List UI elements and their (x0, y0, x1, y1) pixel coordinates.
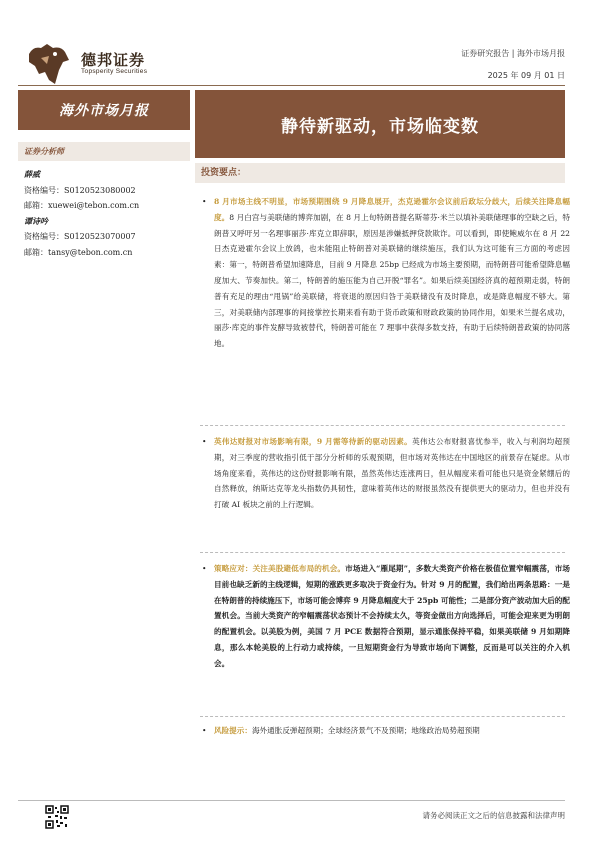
logo-text-en: Topsperity Securities (81, 68, 148, 75)
bullet-text: 英伟达公布财报喜忧参半，收入与利润均超预期，对三季度的营收指引低于部分分析师的乐观预期，但市场对英伟达在中国地区的前景存在疑虑。从市场角度来看，英伟达的这份财报影响有限，虽然英伟达连涨两日，但从幅度来看可能也只是资金紧绷后的自然释放，纳斯达克等龙头指数仍具韧性，意味着英伟达的财报虽然没有提供更大的驱动力，但也并没有打破 AI 板块之前的上行逻辑。 (214, 437, 570, 510)
analyst-list (24, 167, 139, 260)
section-divider (200, 716, 565, 717)
report-date: 2025 年 09 月 01 日 (487, 71, 565, 80)
bullet-text: 8 月白宫与美联储的博弈加剧，在 8 月上旬特朗普提名斯蒂芬·米兰以填补美联储理事的空缺之后，特朗普又呼吁另一名理事丽莎·库克立即辞职，原因是涉嫌抵押贷款欺诈。可以看到，即使鲍威尔在 8 月 22 日杰克逊霍尔会议上放鸽，也未能阻止特朗普对美联储的继续施压，我们认为这可能有三方面的考虑因素：第一，特朗普希望加速降息，目前 9 月降息 25bp 已经成为市场主要预期，而特朗普可能希望降息幅度加大、节奏加快。第二，特朗普的施压能为自己开脱“罪名”。如果后续美国经济真的超预期走弱，特朗普有充足的理由“甩锅”给美联储，将衰退的原因归咎于美联储没有及时降息，或是降息幅度不够大。第三，对美联储内部理事的间接掌控长期来看有助于货币政策和财政政策的协同作用，如果米兰提名成功，丽莎·库克的事件发酵导致被替代，特朗普可能在 7 理事中获得多数支持，有助于后续特朗普政策的协同落地。 (214, 212, 570, 349)
bullet-item (200, 434, 570, 513)
bullet-icon: • (202, 437, 207, 446)
bullet-highlight: 8 月市场主线不明显，市场预期围绕 9 月降息展开，杰克逊霍尔会议前后政坛分歧大，后续关注降息幅度。 (214, 197, 570, 222)
bullet-icon: • (202, 564, 207, 573)
disclaimer-note: 请务必阅读正文之后的信息披露和法律声明 (422, 811, 565, 820)
bullet-item (200, 561, 570, 672)
analyst-cert: 资格编号：S0120523070007 (24, 232, 136, 241)
company-logo (25, 40, 185, 90)
bullet-highlight: 策略应对：关注美股避低布局的机会。 (214, 564, 346, 573)
qr-code-icon[interactable] (45, 805, 69, 829)
analyst-cert: 资格编号：S0120523080002 (24, 185, 136, 195)
bullet-item (200, 723, 570, 739)
header-divider (18, 85, 565, 86)
bullet-text: 海外通胀反弹超预期；全球经济景气不及预期；地缘政治局势超预期 (251, 726, 480, 735)
analyst-name: 谭诗吟 (24, 215, 48, 226)
analyst-name: 薛威 (24, 169, 40, 179)
bullet-item (200, 194, 570, 352)
bullet-icon: • (202, 726, 207, 735)
logo-mark-icon (25, 40, 73, 88)
bullet-highlight: 英伟达财报对市场影响有限，9 月需等待新的驱动因素。 (214, 437, 413, 446)
bullet-icon: • (202, 197, 207, 206)
analyst-heading: 证券分析师 (18, 142, 190, 161)
logo-text-cn: 德邦证券 (81, 51, 146, 69)
bullet-highlight: 风险提示： (214, 726, 252, 735)
report-title: 静待新驱动，市场临变数 (195, 90, 565, 158)
analyst-email[interactable]: 邮箱：tansy@tebon.com.cn (24, 247, 133, 257)
section-divider (200, 425, 565, 426)
bullet-text: 市场进入“雁尾期”，多数大类资产价格在极值位置窄幅震荡，市场目前也缺乏新的主线逻辑，短期的涨跌更多取决于资金行为。针对 9 月的配置，我们给出两条思路：一是在特朗普的持续施压下，市场可能会博弈 9 月降息幅度大于 25pb 可能性；二是部分资产波动加大后的配置机会。当前大类资产的窄幅震荡状态预计不会持续太久，等资金做出方向选择后，可能会迎来更为明朗的配置机会。以美股为例，美国 7 月 PCE 数据符合预期，显示通胀保持平稳，如果美联储 9 月如期降息，那么本轮美股的上行动力或持续，一旦短期资金行为导致市场向下调整，反而是可以关注的介入机会。 (214, 564, 571, 668)
investment-highlights-heading: 投资要点： (195, 163, 565, 183)
series-banner: 海外市场月报 (18, 90, 190, 130)
analyst-email[interactable]: 邮箱：xuewei@tebon.com.cn (24, 201, 140, 210)
report-type: 证券研究报告 | 海外市场月报 (461, 49, 565, 58)
footer-divider (18, 800, 565, 801)
section-divider (200, 552, 565, 553)
